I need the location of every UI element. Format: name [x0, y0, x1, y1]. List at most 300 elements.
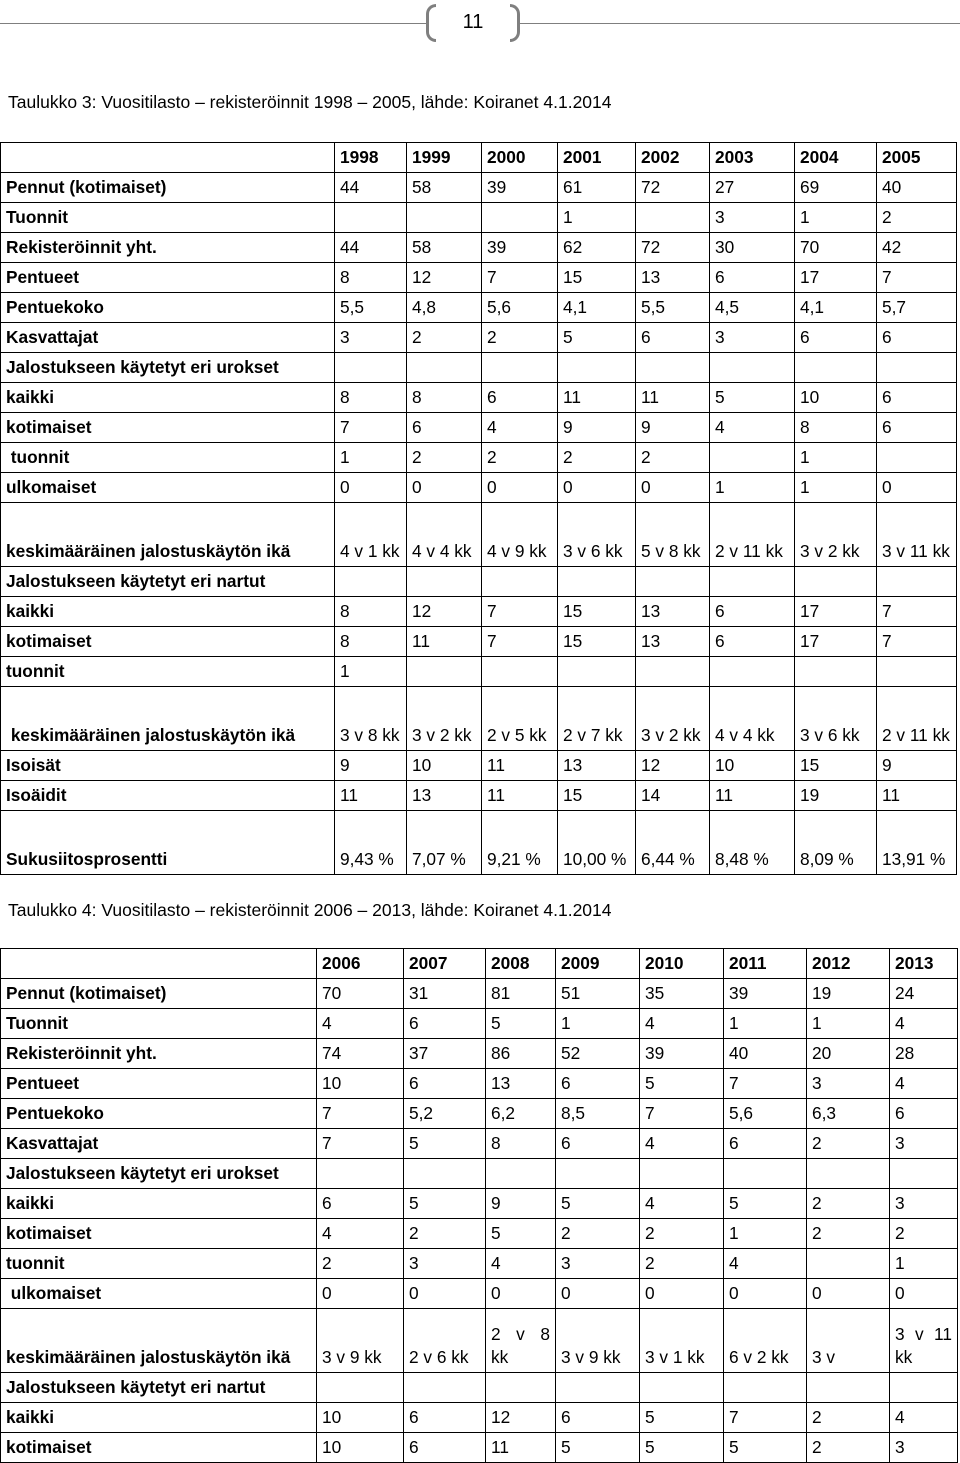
- table-cell: 3 v 9 kk: [317, 1309, 404, 1373]
- table-cell: 5: [486, 1219, 556, 1249]
- year-header: 2000: [482, 143, 558, 173]
- table-cell: 4 v 1 kk: [335, 503, 407, 567]
- table-cell: 6: [317, 1189, 404, 1219]
- table-cell: 12: [486, 1403, 556, 1433]
- table-cell: 17: [795, 627, 877, 657]
- table-cell: 72: [636, 233, 710, 263]
- table-cell: [636, 203, 710, 233]
- table-cell: 4,1: [795, 293, 877, 323]
- table-cell: 6: [556, 1403, 640, 1433]
- table-row: [1, 233, 957, 263]
- table-cell: 5: [404, 1189, 486, 1219]
- table-cell: 4: [890, 1009, 958, 1039]
- year-header: 2008: [486, 949, 556, 979]
- table-cell: 2: [407, 443, 482, 473]
- table-cell: [710, 443, 795, 473]
- row-label: Rekisteröinnit yht.: [1, 1039, 317, 1069]
- table-cell: 9: [636, 413, 710, 443]
- table-cell: 0: [407, 473, 482, 503]
- table-cell: 5 v 8 kk: [636, 503, 710, 567]
- table-cell: 13: [486, 1069, 556, 1099]
- row-label: kaikki: [1, 1189, 317, 1219]
- corner-cell: [1, 949, 317, 979]
- table-row: [1, 1309, 958, 1373]
- table-cell: 6: [482, 383, 558, 413]
- header-rule-left: [0, 23, 428, 24]
- year-header: 2013: [890, 949, 958, 979]
- table-cell: 6: [890, 1099, 958, 1129]
- table-cell: 2: [407, 323, 482, 353]
- table-cell: 8: [795, 413, 877, 443]
- table-cell: 0: [404, 1279, 486, 1309]
- table-cell: [482, 203, 558, 233]
- table-cell: 86: [486, 1039, 556, 1069]
- table-cell: [877, 567, 957, 597]
- table-cell: 6 v 2 kk: [724, 1309, 807, 1373]
- table-cell: 3: [890, 1129, 958, 1159]
- table4: [0, 948, 958, 1463]
- row-label: Isoäidit: [1, 781, 335, 811]
- row-label: Jalostukseen käytetyt eri nartut: [1, 567, 335, 597]
- table3-header-row: [1, 143, 957, 173]
- table-cell: 2: [640, 1219, 724, 1249]
- table-cell: 6: [407, 413, 482, 443]
- row-label: kotimaiset: [1, 1433, 317, 1463]
- table-cell: [640, 1159, 724, 1189]
- table-cell: 39: [640, 1039, 724, 1069]
- row-label: keskimääräinen jalostuskäytön ikä: [1, 687, 335, 751]
- year-header: 2012: [807, 949, 890, 979]
- table-cell: [404, 1159, 486, 1189]
- table-cell: 6: [404, 1433, 486, 1463]
- table-cell: 7: [640, 1099, 724, 1129]
- table-cell: 4: [710, 413, 795, 443]
- table-row: [1, 1249, 958, 1279]
- year-header: 2004: [795, 143, 877, 173]
- table-cell: 10: [407, 751, 482, 781]
- table-cell: 10: [710, 751, 795, 781]
- table-cell: 6: [404, 1009, 486, 1039]
- table-cell: 4: [890, 1403, 958, 1433]
- row-label: Jalostukseen käytetyt eri urokset: [1, 353, 335, 383]
- year-header: 1998: [335, 143, 407, 173]
- table-cell: 4 v 4 kk: [710, 687, 795, 751]
- table-cell: 6: [556, 1129, 640, 1159]
- year-header: 2009: [556, 949, 640, 979]
- table-cell: 7: [877, 263, 957, 293]
- table-row: [1, 1403, 958, 1433]
- table-cell: 2: [482, 443, 558, 473]
- bracket-left-icon: [426, 4, 436, 42]
- row-label: keskimääräinen jalostuskäytön ikä: [1, 503, 335, 567]
- table-cell: 62: [558, 233, 636, 263]
- table-cell: 11: [407, 627, 482, 657]
- table-cell: 1: [558, 203, 636, 233]
- table-cell: 7: [482, 263, 558, 293]
- table-cell: 13: [636, 627, 710, 657]
- table-cell: 69: [795, 173, 877, 203]
- table-cell: 5: [640, 1433, 724, 1463]
- table-cell: 0: [890, 1279, 958, 1309]
- table-cell: 27: [710, 173, 795, 203]
- table-cell: [807, 1249, 890, 1279]
- table-cell: [807, 1159, 890, 1189]
- table-cell: 40: [724, 1039, 807, 1069]
- table-cell: 1: [556, 1009, 640, 1039]
- table-cell: 5: [640, 1069, 724, 1099]
- table-row: [1, 203, 957, 233]
- table-cell: 6: [710, 627, 795, 657]
- table-cell: 11: [877, 781, 957, 811]
- table-cell: 2: [890, 1219, 958, 1249]
- table-cell: 10: [317, 1069, 404, 1099]
- table-cell: 8,5: [556, 1099, 640, 1129]
- table-cell: [558, 353, 636, 383]
- table-cell: [877, 353, 957, 383]
- row-label: Pentuekoko: [1, 1099, 317, 1129]
- table-cell: 3: [890, 1189, 958, 1219]
- table-cell: 11: [486, 1433, 556, 1463]
- table-cell: 9: [558, 413, 636, 443]
- table-cell: 6: [724, 1129, 807, 1159]
- table-cell: 6: [795, 323, 877, 353]
- table-cell: 3: [807, 1069, 890, 1099]
- table-cell: [877, 657, 957, 687]
- table-cell: 3: [335, 323, 407, 353]
- table-cell: 5,5: [636, 293, 710, 323]
- table-row: [1, 383, 957, 413]
- table-cell: 6: [404, 1069, 486, 1099]
- row-label: Pentueet: [1, 1069, 317, 1099]
- table-cell: 17: [795, 597, 877, 627]
- table-cell: 2 v 11 kk: [877, 687, 957, 751]
- table-cell: 0: [636, 473, 710, 503]
- row-label: Isoisät: [1, 751, 335, 781]
- table-cell: 4: [640, 1189, 724, 1219]
- table-cell: [407, 353, 482, 383]
- table-cell: [636, 567, 710, 597]
- row-label: kaikki: [1, 597, 335, 627]
- table-cell: 5,6: [724, 1099, 807, 1129]
- table-cell: 8: [486, 1129, 556, 1159]
- row-label: kaikki: [1, 1403, 317, 1433]
- table-cell: 3 v 2 kk: [407, 687, 482, 751]
- table-cell: [317, 1159, 404, 1189]
- row-label: keskimääräinen jalostuskäytön ikä: [1, 1309, 317, 1373]
- table-cell: 7: [482, 627, 558, 657]
- table-cell: [482, 353, 558, 383]
- table-row: [1, 687, 957, 751]
- table-cell: 2 v 5 kk: [482, 687, 558, 751]
- table-row: [1, 781, 957, 811]
- page-number: 11: [462, 11, 484, 33]
- table-cell: 24: [890, 979, 958, 1009]
- table-cell: 3: [556, 1249, 640, 1279]
- table-cell: 11: [482, 781, 558, 811]
- table-cell: [636, 657, 710, 687]
- table-cell: 9: [335, 751, 407, 781]
- table-cell: [404, 1373, 486, 1403]
- table-row: [1, 979, 958, 1009]
- table-cell: 6,44 %: [636, 811, 710, 875]
- table-cell: 6: [710, 597, 795, 627]
- table-cell: 2: [807, 1219, 890, 1249]
- table-cell: [795, 353, 877, 383]
- table-cell: 4,1: [558, 293, 636, 323]
- row-label: Kasvattajat: [1, 323, 335, 353]
- table-cell: 13: [407, 781, 482, 811]
- table-cell: 6: [636, 323, 710, 353]
- year-header: 2001: [558, 143, 636, 173]
- table-cell: 39: [482, 173, 558, 203]
- year-header: 2006: [317, 949, 404, 979]
- table-cell: 19: [807, 979, 890, 1009]
- table-cell: 3 v 11 kk: [877, 503, 957, 567]
- table-cell: [710, 353, 795, 383]
- table-row: [1, 263, 957, 293]
- table-cell: 1: [795, 473, 877, 503]
- table-cell: 8: [335, 627, 407, 657]
- table-cell: [335, 567, 407, 597]
- table-cell: 1: [795, 443, 877, 473]
- table-cell: [482, 657, 558, 687]
- table-cell: [890, 1373, 958, 1403]
- table-cell: 2: [807, 1189, 890, 1219]
- table-cell: 5,7: [877, 293, 957, 323]
- table-row: [1, 1039, 958, 1069]
- table-row: [1, 627, 957, 657]
- row-label: kotimaiset: [1, 1219, 317, 1249]
- row-label: Jalostukseen käytetyt eri urokset: [1, 1159, 317, 1189]
- table-cell: [317, 1373, 404, 1403]
- table-cell: [407, 657, 482, 687]
- row-label: Pennut (kotimaiset): [1, 173, 335, 203]
- year-header: 2007: [404, 949, 486, 979]
- table-row: [1, 503, 957, 567]
- table-cell: [407, 203, 482, 233]
- table-cell: 35: [640, 979, 724, 1009]
- table-row: [1, 751, 957, 781]
- table-cell: 2 v 6 kk: [404, 1309, 486, 1373]
- table-row: [1, 1219, 958, 1249]
- table4-caption: Taulukko 4: Vuositilasto – rekisteröinnit 2006 – 2013, lähde: Koiranet 4.1.2014: [8, 900, 612, 920]
- table-cell: 6: [710, 263, 795, 293]
- table-row: [1, 1099, 958, 1129]
- table-cell: 4: [640, 1009, 724, 1039]
- table-cell: 4,8: [407, 293, 482, 323]
- table-cell: 12: [407, 263, 482, 293]
- table-cell: 11: [710, 781, 795, 811]
- table-row: [1, 293, 957, 323]
- table-row: [1, 1373, 958, 1403]
- table-cell: 2: [807, 1433, 890, 1463]
- table-cell: 37: [404, 1039, 486, 1069]
- table-cell: 6,2: [486, 1099, 556, 1129]
- table-row: [1, 597, 957, 627]
- table-row: [1, 443, 957, 473]
- table-cell: 6,3: [807, 1099, 890, 1129]
- table-cell: 2: [877, 203, 957, 233]
- table-cell: 8,48 %: [710, 811, 795, 875]
- table-row: [1, 413, 957, 443]
- table-cell: [486, 1159, 556, 1189]
- table-cell: 7: [317, 1129, 404, 1159]
- row-label: ulkomaiset: [1, 1279, 317, 1309]
- row-label: Jalostukseen käytetyt eri nartut: [1, 1373, 317, 1403]
- table-cell: 0: [807, 1279, 890, 1309]
- year-header: 2010: [640, 949, 724, 979]
- table-cell: 1: [724, 1219, 807, 1249]
- table-cell: 5: [556, 1189, 640, 1219]
- table-cell: 2: [636, 443, 710, 473]
- table-cell: 3: [710, 323, 795, 353]
- table-cell: [335, 353, 407, 383]
- row-label: tuonnit: [1, 443, 335, 473]
- table-cell: 0: [877, 473, 957, 503]
- table-cell: 4 v 4 kk: [407, 503, 482, 567]
- table-cell: 17: [795, 263, 877, 293]
- table-cell: 7: [724, 1403, 807, 1433]
- table-cell: 2: [404, 1219, 486, 1249]
- table-cell: 12: [407, 597, 482, 627]
- table-row: [1, 473, 957, 503]
- table-cell: 74: [317, 1039, 404, 1069]
- table-cell: 4 v 9 kk: [482, 503, 558, 567]
- table-cell: 39: [724, 979, 807, 1009]
- table-cell: 4: [890, 1069, 958, 1099]
- table-cell: 6: [877, 413, 957, 443]
- table-cell: 3 v 1 kk: [640, 1309, 724, 1373]
- table-row: [1, 1009, 958, 1039]
- table-cell: 58: [407, 173, 482, 203]
- table-cell: 70: [317, 979, 404, 1009]
- table-cell: 13,91 %: [877, 811, 957, 875]
- table-cell: [407, 567, 482, 597]
- table-cell: 4: [724, 1249, 807, 1279]
- table-cell: 10: [317, 1403, 404, 1433]
- table-cell: 7: [317, 1099, 404, 1129]
- table-cell: 8: [407, 383, 482, 413]
- table-row: [1, 1279, 958, 1309]
- table4-header-row: [1, 949, 958, 979]
- table-cell: 5: [556, 1433, 640, 1463]
- table-cell: 30: [710, 233, 795, 263]
- table-cell: 4,5: [710, 293, 795, 323]
- table-cell: 9: [486, 1189, 556, 1219]
- table-cell: 15: [558, 627, 636, 657]
- row-label: tuonnit: [1, 657, 335, 687]
- table-cell: 11: [482, 751, 558, 781]
- table-cell: 5,5: [335, 293, 407, 323]
- table-cell: 8: [335, 597, 407, 627]
- table-cell: 5: [710, 383, 795, 413]
- table-cell: 9,21 %: [482, 811, 558, 875]
- table-cell: 28: [890, 1039, 958, 1069]
- table-cell: 2 v 7 kk: [558, 687, 636, 751]
- table-cell: 7: [724, 1069, 807, 1099]
- row-label: Tuonnit: [1, 1009, 317, 1039]
- table-cell: [710, 567, 795, 597]
- table-cell: 5: [486, 1009, 556, 1039]
- table-cell: 52: [556, 1039, 640, 1069]
- row-label: kaikki: [1, 383, 335, 413]
- table-cell: 2: [807, 1403, 890, 1433]
- table-cell: 3 v 2 kk: [636, 687, 710, 751]
- table-row: [1, 1159, 958, 1189]
- row-label: ulkomaiset: [1, 473, 335, 503]
- row-label: Pentuekoko: [1, 293, 335, 323]
- table-cell: 11: [335, 781, 407, 811]
- table-cell: 5: [404, 1129, 486, 1159]
- table-cell: 10: [795, 383, 877, 413]
- table-cell: 2: [556, 1219, 640, 1249]
- table-cell: [807, 1373, 890, 1403]
- row-label: Pentueet: [1, 263, 335, 293]
- table-cell: 15: [558, 781, 636, 811]
- table-cell: 0: [482, 473, 558, 503]
- table-cell: 9,43 %: [335, 811, 407, 875]
- table-cell: 3 v 6 kk: [558, 503, 636, 567]
- table-cell: 1: [890, 1249, 958, 1279]
- table-cell: 44: [335, 233, 407, 263]
- table-cell: 9: [877, 751, 957, 781]
- table-row: [1, 657, 957, 687]
- table-row: [1, 1433, 958, 1463]
- table-cell: [877, 443, 957, 473]
- table-cell: 3: [710, 203, 795, 233]
- table-cell: 15: [558, 597, 636, 627]
- table-cell: 61: [558, 173, 636, 203]
- table-cell: 15: [558, 263, 636, 293]
- table-cell: 3: [404, 1249, 486, 1279]
- table-cell: 6: [556, 1069, 640, 1099]
- table-cell: [724, 1159, 807, 1189]
- table-cell: 4: [317, 1219, 404, 1249]
- table-cell: 7,07 %: [407, 811, 482, 875]
- table-cell: 10,00 %: [558, 811, 636, 875]
- table-cell: 44: [335, 173, 407, 203]
- table-cell: [890, 1159, 958, 1189]
- table-cell: [710, 657, 795, 687]
- table-cell: 3 v 8 kk: [335, 687, 407, 751]
- table-cell: 0: [640, 1279, 724, 1309]
- table-cell: [795, 567, 877, 597]
- year-header: 2011: [724, 949, 807, 979]
- table-cell: [795, 657, 877, 687]
- table-cell: [640, 1373, 724, 1403]
- corner-cell: [1, 143, 335, 173]
- table-cell: 8: [335, 263, 407, 293]
- table3-caption: Taulukko 3: Vuositilasto – rekisteröinnit 1998 – 2005, lähde: Koiranet 4.1.2014: [8, 92, 612, 112]
- table-cell: 12: [636, 751, 710, 781]
- table-cell: [335, 203, 407, 233]
- year-header: 2002: [636, 143, 710, 173]
- table-cell: 0: [317, 1279, 404, 1309]
- table-cell: 70: [795, 233, 877, 263]
- table-cell: [558, 657, 636, 687]
- table-cell: 8: [335, 383, 407, 413]
- table-cell: 5: [558, 323, 636, 353]
- table-cell: 1: [807, 1009, 890, 1039]
- table-cell: 7: [482, 597, 558, 627]
- table-cell: 0: [486, 1279, 556, 1309]
- year-header: 2005: [877, 143, 957, 173]
- page-header: [0, 0, 960, 50]
- row-label: Sukusiitosprosentti: [1, 811, 335, 875]
- table-cell: 58: [407, 233, 482, 263]
- table-cell: 4: [317, 1009, 404, 1039]
- table-cell: 4: [482, 413, 558, 443]
